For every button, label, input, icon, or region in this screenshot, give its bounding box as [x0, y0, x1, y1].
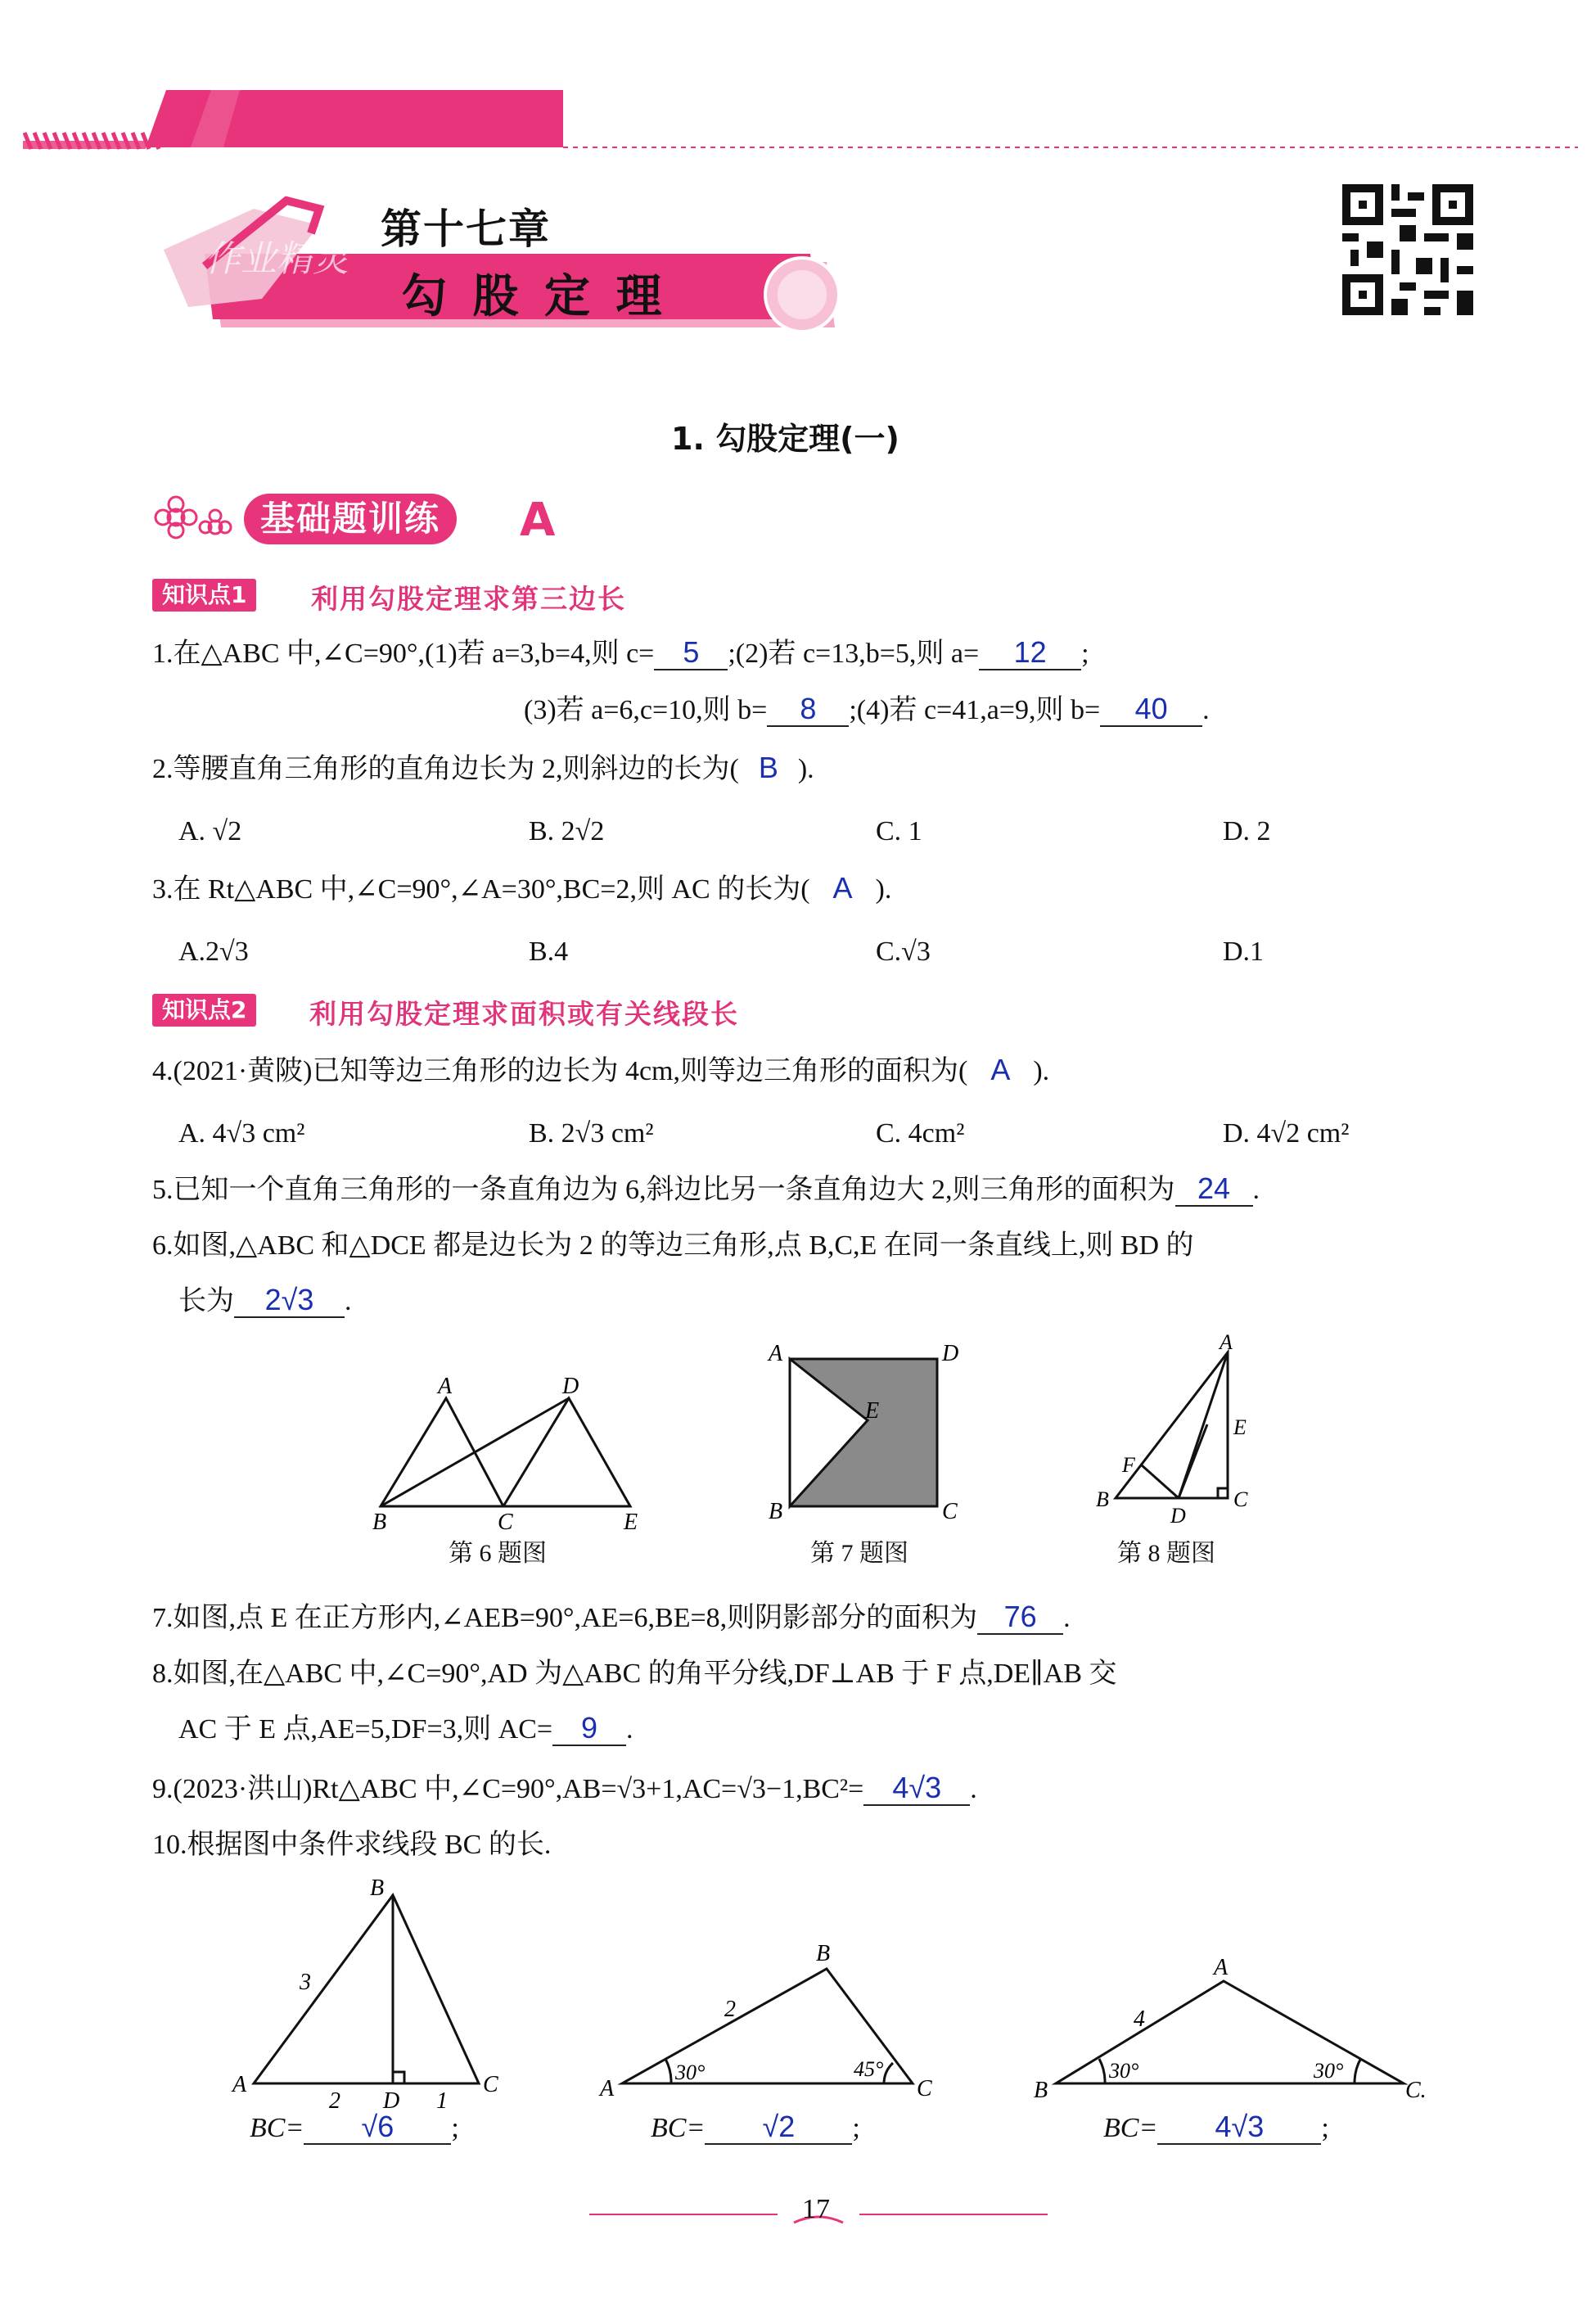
q10f3-label-a: A — [1214, 1957, 1229, 1980]
q10f3-label-4: 4 — [1134, 2006, 1145, 2032]
q2-option-d: D. 2 — [1223, 816, 1271, 846]
q10f1-label-3: 3 — [300, 1970, 311, 1995]
fig8-label-e: E — [1233, 1415, 1247, 1439]
q2-option-b: B. 2√2 — [529, 816, 605, 846]
fig6-label-e: E — [624, 1510, 638, 1531]
fig8-label-a: A — [1220, 1334, 1233, 1354]
figure-7 — [765, 1343, 970, 1531]
header-band — [23, 82, 1578, 156]
q4-option-d: D. 4√2 cm² — [1223, 1118, 1350, 1149]
q10f2-label-45: 45° — [854, 2057, 884, 2081]
page-number: 17 — [802, 2194, 830, 2224]
caption-fig6: 第 6 题图 — [449, 1540, 547, 1567]
q3-option-c: C.√3 — [876, 937, 931, 967]
fig7-label-e: E — [865, 1398, 880, 1424]
q5-answer: 24 — [1175, 1172, 1253, 1207]
q6-answer: 2√3 — [234, 1284, 345, 1318]
q10f2-label-a: A — [600, 2076, 615, 2101]
q8-line2: AC 于 E 点,AE=5,DF=3,则 AC= 9 . — [178, 1711, 633, 1745]
q10-figure-1 — [229, 1871, 524, 2108]
q10f2-label-b: B — [816, 1941, 831, 1966]
fig7-label-d: D — [942, 1343, 959, 1366]
q1-answer-4: 40 — [1100, 693, 1202, 727]
q10f1-label-a: A — [232, 2072, 247, 2097]
header-stripes — [23, 82, 1578, 156]
q8-line1: 8.如图,在△ABC 中,∠C=90°,AD 为△ABC 的角平分线,DF⊥AB 于 F 点,DE∥AB 交 — [152, 1659, 1117, 1689]
kp1-tag: 知识点1 — [152, 579, 256, 612]
q10f3-label-b: B — [1034, 2078, 1048, 2103]
q5-stem: 5.已知一个直角三角形的一条直角边为 6,斜边比另一条直角边大 2,则三角形的面积为 24 . — [152, 1171, 1260, 1205]
q4-answer: A — [990, 1053, 1011, 1086]
training-banner-letter: A — [520, 494, 556, 547]
fig6-label-b: B — [372, 1510, 387, 1531]
fig7-label-b: B — [769, 1499, 783, 1524]
qr-code[interactable] — [1342, 184, 1473, 315]
q3-option-a: A.2√3 — [178, 937, 249, 967]
q10f1-label-2: 2 — [329, 2088, 340, 2108]
q10-answer-1: √6 — [304, 2110, 451, 2145]
training-banner — [151, 490, 241, 550]
q9-stem: 9.(2023·洪山)Rt△ABC 中,∠C=90°,AB=√3+1,AC=√3−1,BC²= 4√3 . — [152, 1771, 977, 1804]
fig8-label-b: B — [1096, 1487, 1109, 1511]
training-banner-label: 基础题训练 — [244, 494, 457, 544]
chapter-title: 勾 股 定 理 — [401, 270, 667, 323]
q1-line1: 1.在△ABC 中,∠C=90°,(1)若 a=3,b=4,则 c= 5 ;(2)若 c=13,b=5,则 a= 12 ; — [152, 635, 1089, 669]
fig8-label-d: D — [1170, 1504, 1186, 1528]
qr-code-icon — [1342, 184, 1473, 315]
q10-answer-2: √2 — [705, 2110, 852, 2145]
q10f1-label-c: C — [483, 2072, 498, 2097]
q8-answer: 9 — [552, 1712, 626, 1746]
flower-icon — [151, 490, 241, 547]
q4-option-c: C. 4cm² — [876, 1118, 965, 1149]
caption-fig8: 第 8 题图 — [1117, 1540, 1215, 1567]
q10f1-label-1: 1 — [436, 2088, 448, 2108]
q1-answer-1: 5 — [654, 636, 728, 670]
q3-stem: 3.在 Rt△ABC 中,∠C=90°,∠A=30°,BC=2,则 AC 的长为( A ). — [152, 871, 892, 905]
q10f1-label-b: B — [370, 1875, 385, 1901]
q2-stem: 2.等腰直角三角形的直角边长为 2,则斜边的长为( B ). — [152, 751, 814, 784]
figure-6 — [360, 1375, 655, 1531]
q10-figure-2 — [593, 1932, 945, 2104]
fig7-label-a: A — [769, 1343, 783, 1366]
q2-answer: B — [758, 751, 778, 784]
fig6-label-d: D — [562, 1375, 579, 1399]
q1-line2: (3)若 a=6,c=10,则 b= 8 ;(4)若 c=41,a=9,则 b= 40 . — [524, 692, 1210, 725]
q10f2-label-30: 30° — [675, 2061, 706, 2084]
q3-option-b: B.4 — [529, 937, 569, 967]
caption-fig7: 第 7 题图 — [810, 1540, 908, 1567]
q10f2-label-c: C — [917, 2076, 932, 2101]
q10-answer-2-row: BC= √2 ; — [651, 2110, 860, 2143]
q2-option-a: A. √2 — [178, 816, 242, 846]
q7-stem: 7.如图,点 E 在正方形内,∠AEB=90°,AE=6,BE=8,则阴影部分的面积为 76 . — [152, 1600, 1071, 1633]
q6-line2: 长为 2√3 . — [178, 1283, 352, 1316]
q4-option-a: A. 4√3 cm² — [178, 1118, 305, 1149]
kp2-tag: 知识点2 — [152, 994, 256, 1027]
kp2-title: 利用勾股定理求面积或有关线段长 — [309, 998, 739, 1030]
section-title: 1. 勾股定理(一) — [671, 421, 899, 457]
q10f3-label-30a: 30° — [1109, 2059, 1139, 2083]
figure-8 — [1084, 1334, 1281, 1531]
q10-answer-3-row: BC= 4√3 ; — [1103, 2110, 1329, 2143]
q10-stem: 10.根据图中条件求线段 BC 的长. — [152, 1830, 552, 1860]
q3-option-d: D.1 — [1223, 937, 1265, 967]
q10f1-label-d: D — [383, 2088, 400, 2108]
q4-option-b: B. 2√3 cm² — [529, 1118, 654, 1149]
q6-line1: 6.如图,△ABC 和△DCE 都是边长为 2 的等边三角形,点 B,C,E 在同一条直线上,则 BD 的 — [152, 1230, 1194, 1261]
chapter-label: 第十七章 — [381, 205, 551, 253]
q4-stem: 4.(2021·黄陂)已知等边三角形的边长为 4cm,则等边三角形的面积为( A ). — [152, 1053, 1050, 1086]
q10f3-label-c: C. — [1405, 2078, 1427, 2103]
fig6-label-a: A — [438, 1375, 453, 1399]
kp1-title: 利用勾股定理求第三边长 — [311, 583, 626, 615]
fig7-label-c: C — [942, 1499, 958, 1524]
fig6-label-c: C — [498, 1510, 513, 1531]
fig8-label-c: C — [1233, 1487, 1248, 1511]
q10-figure-3 — [1027, 1957, 1436, 2104]
fig8-label-f: F — [1122, 1453, 1135, 1477]
q10-answer-3: 4√3 — [1157, 2110, 1321, 2145]
q1-answer-3: 8 — [767, 693, 849, 727]
q10f3-label-30b: 30° — [1314, 2059, 1344, 2083]
q7-answer: 76 — [977, 1600, 1063, 1635]
q3-answer: A — [832, 871, 853, 905]
q1-answer-2: 12 — [979, 636, 1081, 670]
watermark: 作业精灵 — [205, 238, 349, 280]
q9-answer: 4√3 — [863, 1772, 970, 1806]
q10-answer-1-row: BC= √6 ; — [250, 2110, 459, 2143]
q2-option-c: C. 1 — [876, 816, 922, 846]
q10f2-label-2: 2 — [724, 1997, 736, 2022]
